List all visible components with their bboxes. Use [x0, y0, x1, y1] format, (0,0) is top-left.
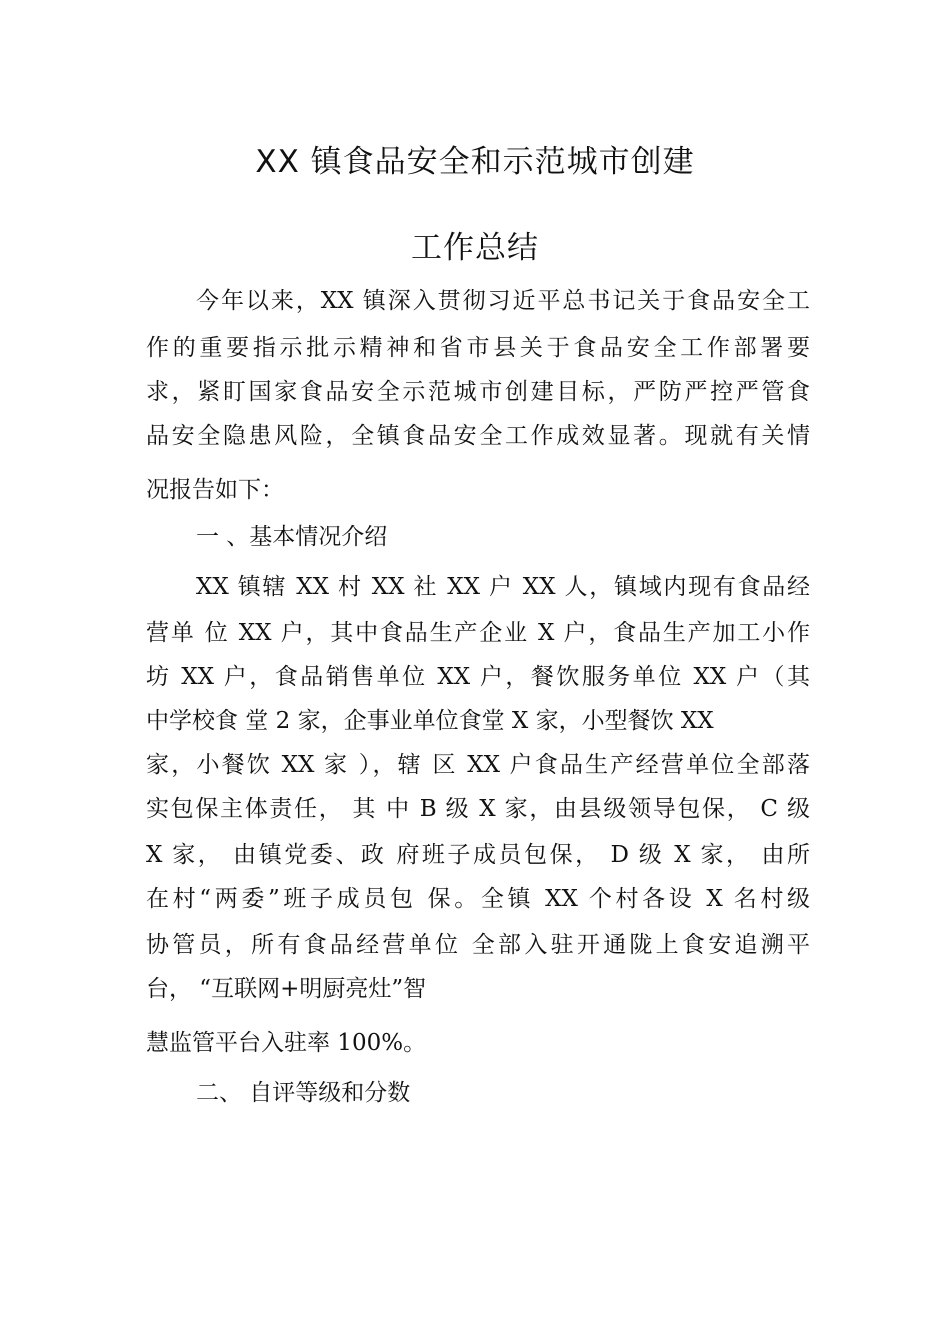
intro-line-4: 品安全隐患风险，全镇食品安全工作成效显著。现就有关情: [146, 423, 810, 449]
intro-line-3: 求，紧盯国家食品安全示范城市创建目标，严防严控严管食: [146, 379, 810, 405]
section-1-line-11: 慧监管平台入驻率 100%。: [146, 1030, 427, 1056]
section-2-heading: 二、 自评等级和分数: [196, 1080, 411, 1106]
section-1-line-1: XX 镇辖 XX 村 XX 社 XX 户 XX 人，镇域内现有食品经: [196, 574, 810, 600]
section-1-line-2: 营单 位 XX 户，其中食品生产企业 X 户，食品生产加工小作: [146, 620, 810, 646]
intro-line-1: 今年以来，XX 镇深入贯彻习近平总书记关于食品安全工: [196, 288, 810, 314]
section-1-heading: 一 、基本情况介绍: [196, 524, 388, 550]
section-1-line-3: 坊 XX 户，食品销售单位 XX 户，餐饮服务单位 XX 户（其: [146, 664, 810, 690]
document-title-line-1: XX 镇食品安全和示范城市创建: [255, 144, 695, 180]
document-title-line-2: 工作总结: [411, 230, 539, 266]
section-1-line-4: 中学校食 堂 2 家，企事业单位食堂 X 家，小型餐饮 XX: [146, 708, 714, 734]
intro-line-2: 作的重要指示批示精神和省市县关于食品安全工作部署要: [146, 335, 810, 361]
section-1-line-10: 台， “互联网+明厨亮灶”智: [146, 976, 427, 1002]
section-1-line-7: X 家， 由镇党委、政 府班子成员包保， D 级 X 家， 由所: [146, 842, 810, 868]
section-1-line-6: 实包保主体责任， 其 中 B 级 X 家，由县级领导包保， C 级: [146, 796, 810, 822]
section-1-line-8: 在村“两委”班子成员包 保。全镇 XX 个村各设 X 名村级: [146, 886, 810, 912]
section-1-line-5: 家，小餐饮 XX 家 ），辖 区 XX 户食品生产经营单位全部落: [146, 752, 810, 778]
section-1-line-9: 协管员，所有食品经营单位 全部入驻开通陇上食安追溯平: [146, 932, 810, 958]
intro-line-5: 况报告如下：: [146, 477, 284, 503]
